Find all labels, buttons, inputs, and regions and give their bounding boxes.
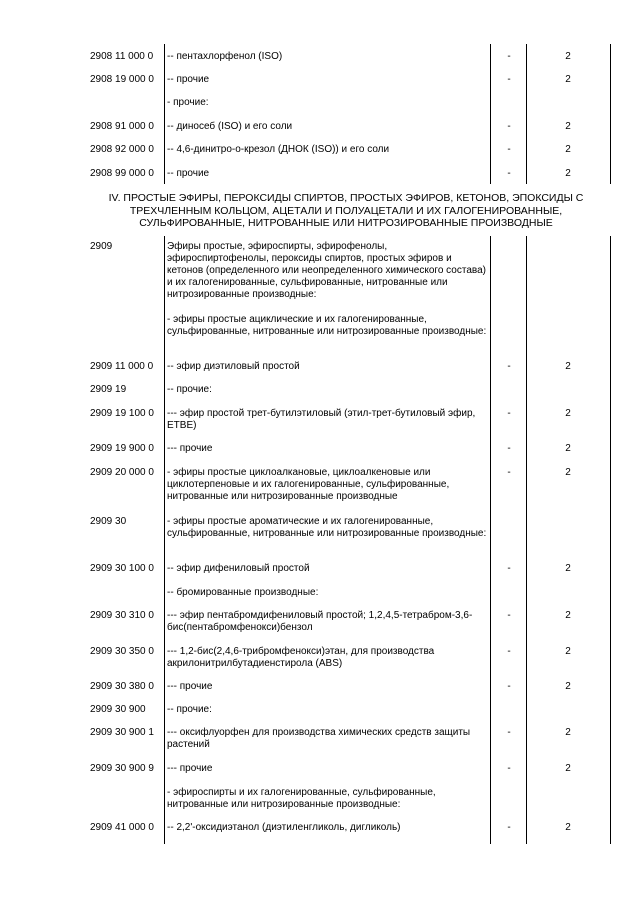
duty-rate: 2: [565, 168, 571, 179]
tariff-code: 2909 20 000 0: [90, 467, 154, 478]
tariff-code: 2909 30 350 0: [90, 646, 154, 657]
duty-rate: 2: [565, 727, 571, 738]
column-divider: [164, 44, 165, 184]
column-divider: [164, 236, 165, 844]
column-divider: [526, 44, 527, 184]
tariff-code: 2909 41 000 0: [90, 822, 154, 833]
tariff-code: 2909 30 900: [90, 704, 146, 715]
item-description: -- диносеб (ISO) и его соли: [167, 121, 293, 132]
unit-value: -: [507, 361, 511, 372]
item-description: Эфиры простые, эфироспирты, эфирофенолы, эфироспиртофенолы, пероксиды спиртов, простых эфиров и кетонов (определенного или неопределенного химического состава) и их галогенированные, сульфированные, нитрованные или нитрозированные производные:: [167, 241, 486, 300]
unit-value: -: [507, 51, 511, 62]
item-description: -- эфир дифениловый простой: [167, 563, 310, 574]
item-description: -- прочие: [167, 74, 210, 85]
duty-rate: 2: [565, 646, 571, 657]
unit-value: -: [507, 681, 511, 692]
column-divider: [526, 236, 527, 844]
item-description: --- прочие: [167, 763, 213, 774]
tariff-code: 2909 30 900 1: [90, 727, 154, 738]
item-description: - эфиры простые ароматические и их галогенированные, сульфированные, нитрованные или нитрозированные производные:: [167, 516, 487, 539]
item-description: -- бромированные производные:: [167, 587, 319, 598]
column-divider: [610, 44, 611, 184]
duty-rate: 2: [565, 144, 571, 155]
duty-rate: 2: [565, 361, 571, 372]
item-description: --- 1,2-бис(2,4,6-трибромфенокси)этан, для производства акрилонитрилбутадиенстирола (ABS): [167, 646, 435, 669]
item-description: -- прочие:: [167, 384, 212, 395]
tariff-code: 2909 19 900 0: [90, 443, 154, 454]
unit-value: -: [507, 443, 511, 454]
duty-rate: 2: [565, 74, 571, 85]
item-description: -- 4,6-динитро-о-крезол (ДНОК (ISO)) и его соли: [167, 144, 390, 155]
tariff-code: 2909: [90, 241, 113, 252]
item-description: --- эфир пентабромдифениловый простой; 1,2,4,5-тетрабром-3,6-бис(пентабромфенокси)бензол: [167, 610, 473, 633]
item-description: - эфироспирты и их галогенированные, сульфированные, нитрованные или нитрозированные производные:: [167, 787, 436, 810]
tariff-code: 2909 30: [90, 516, 127, 527]
item-description: -- прочие:: [167, 704, 212, 715]
item-description: --- эфир простой трет-бутилэтиловый (этил-трет-бутиловый эфир, ETBE): [167, 408, 476, 431]
tariff-code: 2909 11 000 0: [90, 361, 154, 372]
item-description: -- прочие: [167, 168, 210, 179]
unit-value: -: [507, 563, 511, 574]
unit-value: -: [507, 121, 511, 132]
unit-value: -: [507, 763, 511, 774]
duty-rate: 2: [565, 121, 571, 132]
item-description: --- прочие: [167, 443, 213, 454]
tariff-code: 2908 91 000 0: [90, 121, 154, 132]
tariff-code: 2909 19: [90, 384, 127, 395]
unit-value: -: [507, 610, 511, 621]
item-description: - эфиры простые циклоалкановые, циклоалкеновые или циклотерпеновые и их галогенированные, сульфированные, нитрованные или нитрозированные производные: [167, 467, 450, 502]
unit-value: -: [507, 727, 511, 738]
tariff-code: 2909 30 100 0: [90, 563, 154, 574]
duty-rate: 2: [565, 763, 571, 774]
column-divider: [490, 44, 491, 184]
duty-rate: 2: [565, 563, 571, 574]
unit-value: -: [507, 467, 511, 478]
unit-value: -: [507, 74, 511, 85]
item-description: --- оксифлуорфен для производства химических средств защиты растений: [167, 727, 471, 750]
duty-rate: 2: [565, 610, 571, 621]
item-description: -- 2,2'-оксидиэтанол (диэтиленгликоль, дигликоль): [167, 822, 401, 833]
tariff-code: 2908 11 000 0: [90, 51, 154, 62]
tariff-code: 2909 30 380 0: [90, 681, 154, 692]
unit-value: -: [507, 646, 511, 657]
duty-rate: 2: [565, 822, 571, 833]
unit-value: -: [507, 408, 511, 419]
unit-value: -: [507, 144, 511, 155]
column-divider: [610, 236, 611, 844]
tariff-code: 2908 19 000 0: [90, 74, 154, 85]
item-description: -- пентахлорфенол (ISO): [167, 51, 283, 62]
column-divider: [490, 236, 491, 844]
section-title: IV. ПРОСТЫЕ ЭФИРЫ, ПЕРОКСИДЫ СПИРТОВ, ПРОСТЫХ ЭФИРОВ, КЕТОНОВ, ЭПОКСИДЫ С ТРЕХЧЛЕННЫМ КОЛЬЦОМ, АЦЕТАЛИ И ПОЛУАЦЕТАЛИ И ИХ ГАЛОГЕНИРОВАННЫЕ, СУЛЬФИРОВАННЫЕ, НИТРОВАННЫЕ ИЛИ НИТРОЗИРОВАННЫЕ ПРОИЗВОДНЫЕ: [108, 192, 584, 229]
duty-rate: 2: [565, 51, 571, 62]
tariff-code: 2909 30 310 0: [90, 610, 154, 621]
item-description: -- эфир диэтиловый простой: [167, 361, 300, 372]
unit-value: -: [507, 168, 511, 179]
item-description: - прочие:: [167, 97, 209, 108]
item-description: - эфиры простые ациклические и их галогенированные, сульфированные, нитрованные или нитрозированные производные:: [167, 314, 487, 337]
duty-rate: 2: [565, 681, 571, 692]
tariff-code: 2909 30 900 9: [90, 763, 154, 774]
duty-rate: 2: [565, 408, 571, 419]
item-description: --- прочие: [167, 681, 213, 692]
tariff-code: 2909 19 100 0: [90, 408, 154, 419]
duty-rate: 2: [565, 443, 571, 454]
tariff-code: 2908 92 000 0: [90, 144, 154, 155]
tariff-code: 2908 99 000 0: [90, 168, 154, 179]
duty-rate: 2: [565, 467, 571, 478]
unit-value: -: [507, 822, 511, 833]
